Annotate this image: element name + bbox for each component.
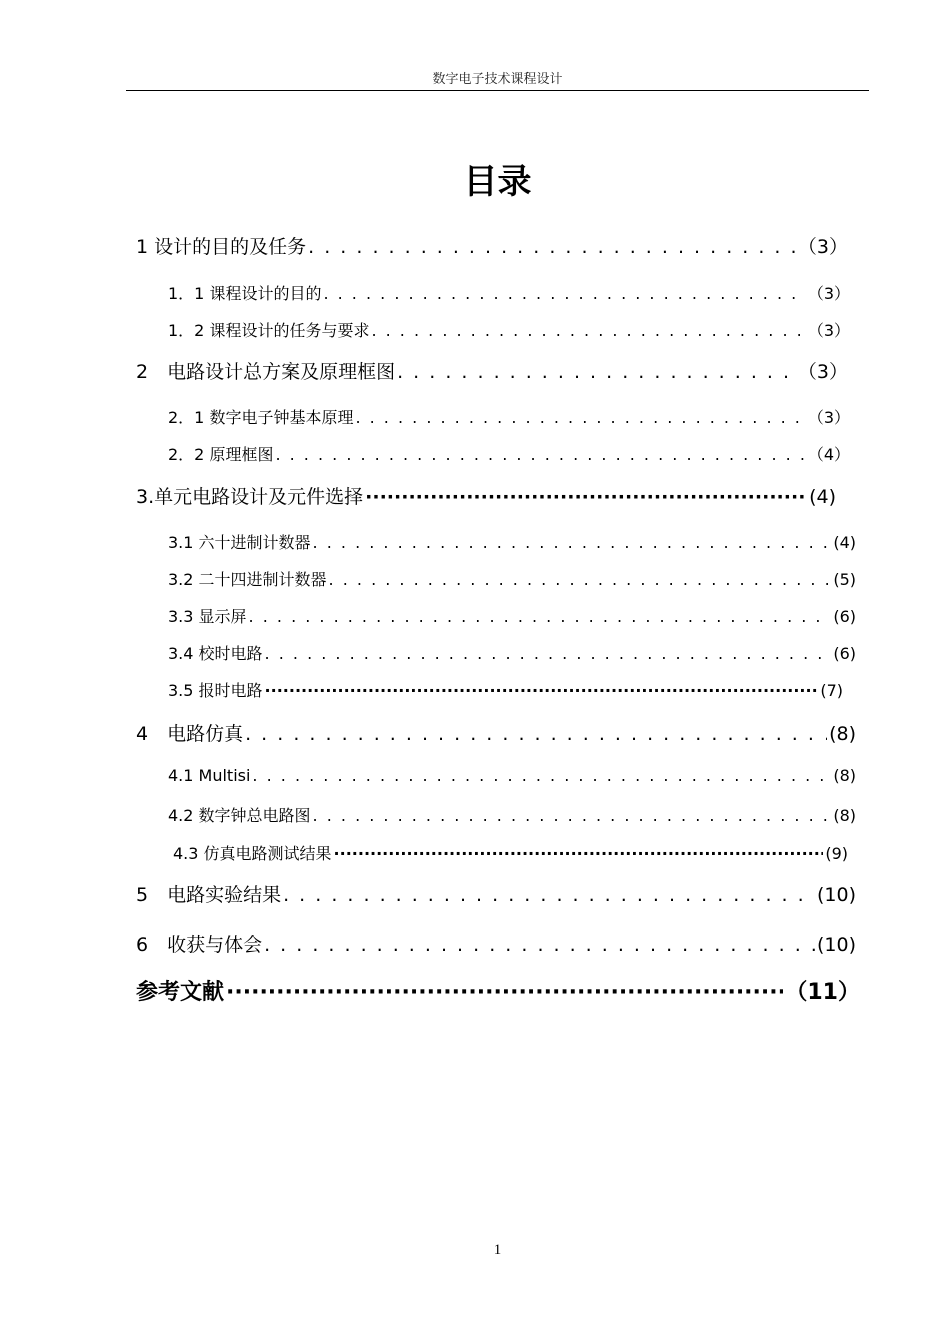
toc-entry[interactable] — [168, 641, 856, 664]
toc-entry[interactable] — [168, 530, 856, 553]
toc-entry-page: (8) — [833, 766, 856, 785]
toc-leader — [308, 236, 796, 258]
page-header — [126, 72, 869, 91]
toc-entry-page: （3） — [807, 408, 850, 427]
toc-entry-page: (5) — [833, 570, 856, 589]
toc-entry-label: 6 收获与体会 — [136, 934, 263, 956]
toc-entry[interactable] — [168, 318, 850, 341]
toc-leader — [249, 607, 832, 626]
toc-entry-page: (10) — [816, 934, 856, 956]
toc-entry[interactable] — [136, 880, 856, 907]
toc-entry-label: 3.3 显示屏 — [168, 607, 247, 626]
toc-leader — [264, 934, 815, 956]
toc-leader — [365, 486, 807, 508]
toc-entry-label: 4.3 仿真电路测试结果 — [173, 844, 332, 863]
toc-entry-page: （11） — [785, 980, 860, 1005]
toc-entry[interactable] — [168, 281, 850, 304]
toc-entry-label: 3.5 报时电路 — [168, 681, 263, 700]
toc-entry-page: (6) — [833, 644, 856, 663]
toc-entry-page: (7) — [820, 681, 843, 700]
toc-leader — [323, 284, 805, 303]
page-number: 1 — [493, 1242, 502, 1258]
toc-entry-page: (10) — [816, 884, 856, 906]
toc-entry[interactable] — [136, 719, 856, 746]
toc-entry-page: （3） — [797, 236, 848, 258]
toc-entry-page: (4) — [809, 486, 836, 508]
toc-leader — [313, 806, 832, 825]
toc-entry-page: （3） — [807, 321, 850, 340]
toc-entry[interactable] — [173, 841, 848, 864]
toc-entry[interactable] — [136, 482, 836, 509]
toc-entry-page: (8) — [829, 723, 856, 745]
toc-entry[interactable] — [136, 930, 856, 957]
toc-leader — [313, 533, 832, 552]
toc-entry-label: 1．2 课程设计的任务与要求 — [168, 321, 370, 340]
toc-entry-page: (6) — [833, 607, 856, 626]
toc-leader — [334, 844, 824, 863]
toc-entry-label: 3.1 六十进制计数器 — [168, 533, 311, 552]
toc-entry[interactable] — [168, 442, 850, 465]
toc-entry-label: 2．2 原理框图 — [168, 445, 274, 464]
header-title: 数字电子技术课程设计 — [432, 72, 563, 87]
toc-entry-page: (4) — [833, 533, 856, 552]
toc-entry-label: 1 设计的目的及任务 — [136, 236, 307, 258]
toc-leader — [371, 321, 805, 340]
toc-leader — [275, 445, 805, 464]
toc-leader — [265, 644, 832, 663]
toc-entry-page: (8) — [833, 806, 856, 825]
toc-leader — [265, 681, 819, 700]
toc-entry[interactable] — [168, 405, 850, 428]
toc-entry[interactable] — [168, 678, 843, 701]
toc-entry-label: 2 电路设计总方案及原理框图 — [136, 361, 396, 383]
toc-entry-label: 3.4 校时电路 — [168, 644, 263, 663]
toc-leader — [355, 408, 805, 427]
toc-entry-label: 3.单元电路设计及元件选择 — [136, 486, 364, 508]
toc-entry-label: 3.2 二十四进制计数器 — [168, 570, 327, 589]
toc-leader — [397, 361, 796, 383]
toc-entry-label: 4.2 数字钟总电路图 — [168, 806, 311, 825]
toc-title: 目录 — [463, 162, 532, 202]
toc-entry[interactable] — [136, 975, 860, 1006]
toc-entry-label: 4 电路仿真 — [136, 723, 244, 745]
toc-leader — [283, 884, 815, 906]
toc-entry[interactable] — [168, 803, 856, 826]
toc-leader — [245, 723, 827, 745]
toc-leader — [252, 766, 831, 785]
toc-entry[interactable] — [168, 604, 856, 627]
toc-entry[interactable] — [168, 567, 856, 590]
toc-entry-page: (9) — [825, 844, 848, 863]
toc-entry-label: 1．1 课程设计的目的 — [168, 284, 322, 303]
toc-entry-label: 2．1 数字电子钟基本原理 — [168, 408, 354, 427]
toc-entry-label: 4.1 Multisi — [168, 766, 251, 785]
toc-entry-page: （4） — [807, 445, 850, 464]
toc-entry-page: （3） — [807, 284, 850, 303]
toc-leader — [329, 570, 832, 589]
toc-entry[interactable] — [136, 357, 848, 384]
toc-entry-page: （3） — [797, 361, 848, 383]
toc-leader — [226, 980, 783, 1005]
toc-entry-label: 参考文献 — [136, 980, 225, 1005]
toc-entry[interactable] — [168, 766, 856, 785]
toc-entry[interactable] — [136, 232, 848, 259]
toc-entry-label: 5 电路实验结果 — [136, 884, 282, 906]
